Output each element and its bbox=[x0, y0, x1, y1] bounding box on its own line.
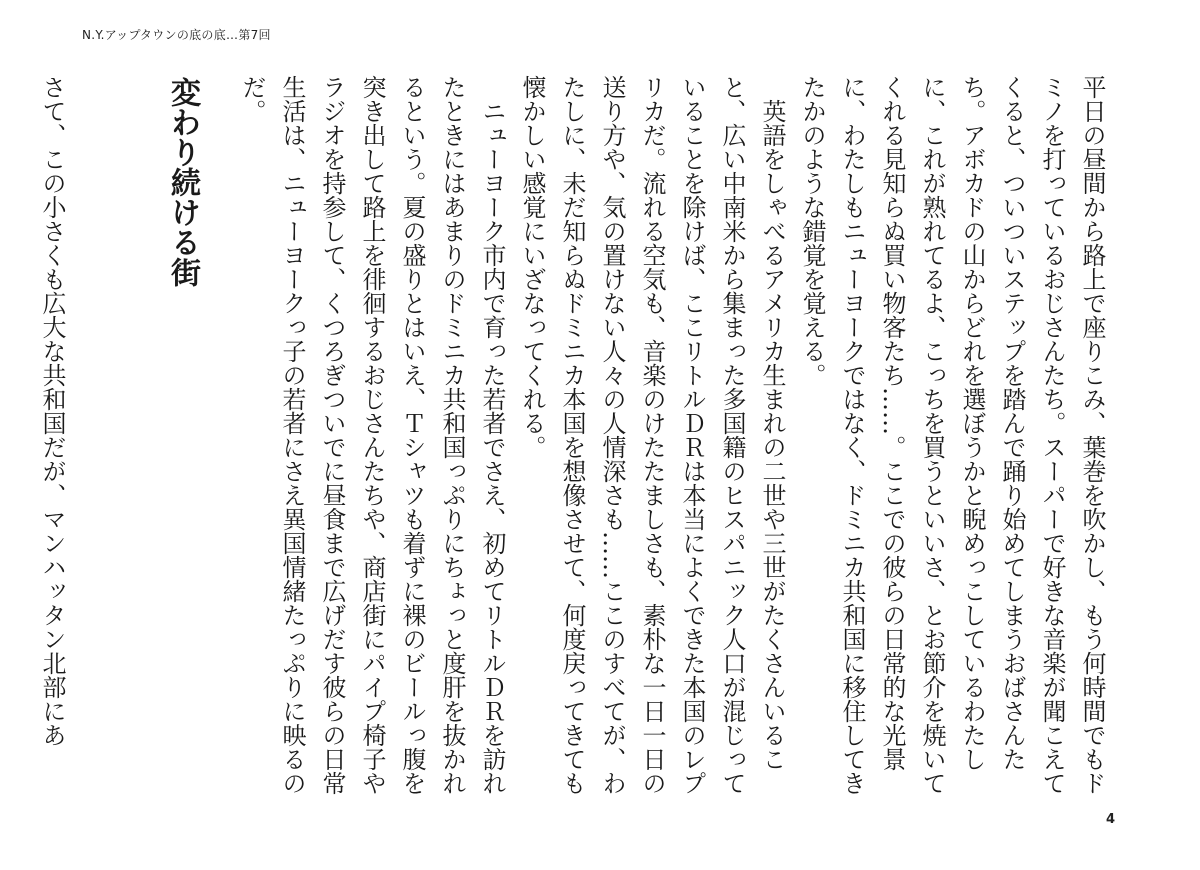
section-heading: 変わり続ける街 bbox=[165, 77, 200, 287]
paragraph-domino-scene: 平日の昼間から路上で座りこみ、葉巻を吹かし、もう何時間でもドミノを打っているおじさんたち。スーパーで好きな音楽が聞こえてくると、ついついステップを踏んで踊り始めてしまうおばさんたち。アボカドの山からどれを選ぼうかと睨めっこしているわたしに、これが熟れてるよ、こっちを買うといいさ、とお節介を焼いてくれる見知らぬ買い物客たち……。ここでの彼らの日常的な光景に、わたしもニューヨークではなく、ドミニカ共和国に移住してきたかのような錯覚を覚える。 bbox=[798, 75, 1106, 795]
paragraph-replica: 英語をしゃべるアメリカ生まれの二世や三世がたくさんいること、広い中南米から集まった多国籍のヒスパニック人口が混じっていることを除けば、ここリトルＤＲは本当によくできた本国のレプリカだ。流れる空気も、音楽のけたたましさも、素朴な一日一日の送り方や、気の置けない人々の人情深さも……ここのすべてが、わたしに、未だ知らぬドミニカ本国を想像させて、何度戻ってきても懐かしい感覚にいざなってくれる。 bbox=[518, 75, 786, 795]
paragraph-young-new-yorkers: ニューヨーク市内で育った若者でさえ、初めてリトルＤＲを訪れたときにはあまりのドミニカ共和国っぷりにちょっと度肝を抜かれるという。夏の盛りとはいえ、Ｔシャツも着ずに裸のビールっ腹を突き出して路上を徘徊するおじさんたちや、商店街にパイプ椅子やラジオを持参して、くつろぎついでに昼食まで広げだす彼らの日常生活は、ニューヨークっ子の若者にさえ異国情緒たっぷりに映るのだ。 bbox=[238, 75, 506, 795]
page-number: 4 bbox=[1106, 812, 1116, 827]
paragraph-republic: さて、この小さくも広大な共和国だが、マンハッタン北部にあ bbox=[38, 75, 66, 747]
running-header: N.Y.アップタウンの底の底…第7回 bbox=[82, 28, 271, 42]
article-body bbox=[38, 75, 1112, 805]
